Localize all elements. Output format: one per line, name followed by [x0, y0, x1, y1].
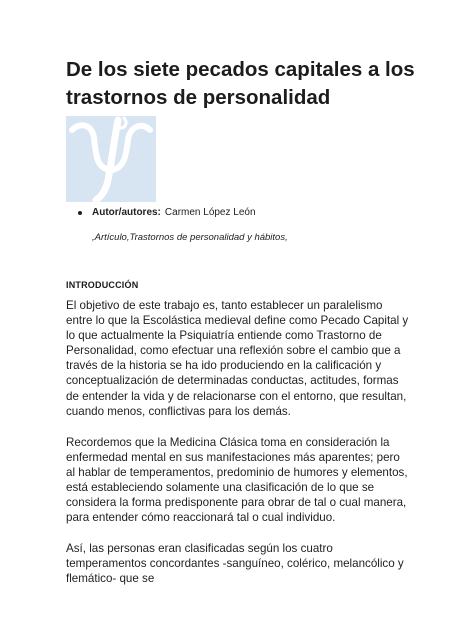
article-title: De los siete pecados capitales a los trastornos de personalidad: [66, 58, 415, 109]
article-tags[interactable]: ,Artículo,Trastornos de personalidad y hábitos,: [92, 232, 288, 243]
paragraph-3: Así, las personas eran clasificadas según los cuatro temperamentos concordantes -sanguíneo, colérico, melancólico y flemático- que se: [66, 542, 404, 586]
author-row: [78, 207, 256, 218]
psi-symbol-icon: [66, 116, 156, 202]
author-label: Autor/autores:: [92, 207, 161, 218]
paragraph-1: El objetivo de este trabajo es, tanto establecer un paralelismo entre lo que la Escolástica medieval define como Pecado Capital y lo que actualmente la Psiquiatría entiende como Trastorno de Personalidad, como efectuar una reflexión sobre el cambio que a través de la historia se ha ido produciendo en la calificación y conceptualización de determinadas conductas, actitudes, formas de entender la vida y de relacionarse con el entorno, que resultan, cuando menos, conflictivas para los demás.: [66, 299, 409, 418]
section-heading: INTRODUCCIÓN: [66, 280, 139, 290]
paragraph-2: Recordemos que la Medicina Clásica toma en consideración la enfermedad mental en sus manifestaciones más aparentes; pero al hablar de temperamentos, predominio de humores y elementos, está estableciendo solamente una clasificación de lo que se considera la forma predisponente para obrar de tal o cual manera, para entender cómo reaccionará tal o cual individuo.: [66, 436, 408, 525]
bullet-icon: [78, 211, 82, 215]
author-name[interactable]: Carmen López León: [164, 207, 256, 218]
